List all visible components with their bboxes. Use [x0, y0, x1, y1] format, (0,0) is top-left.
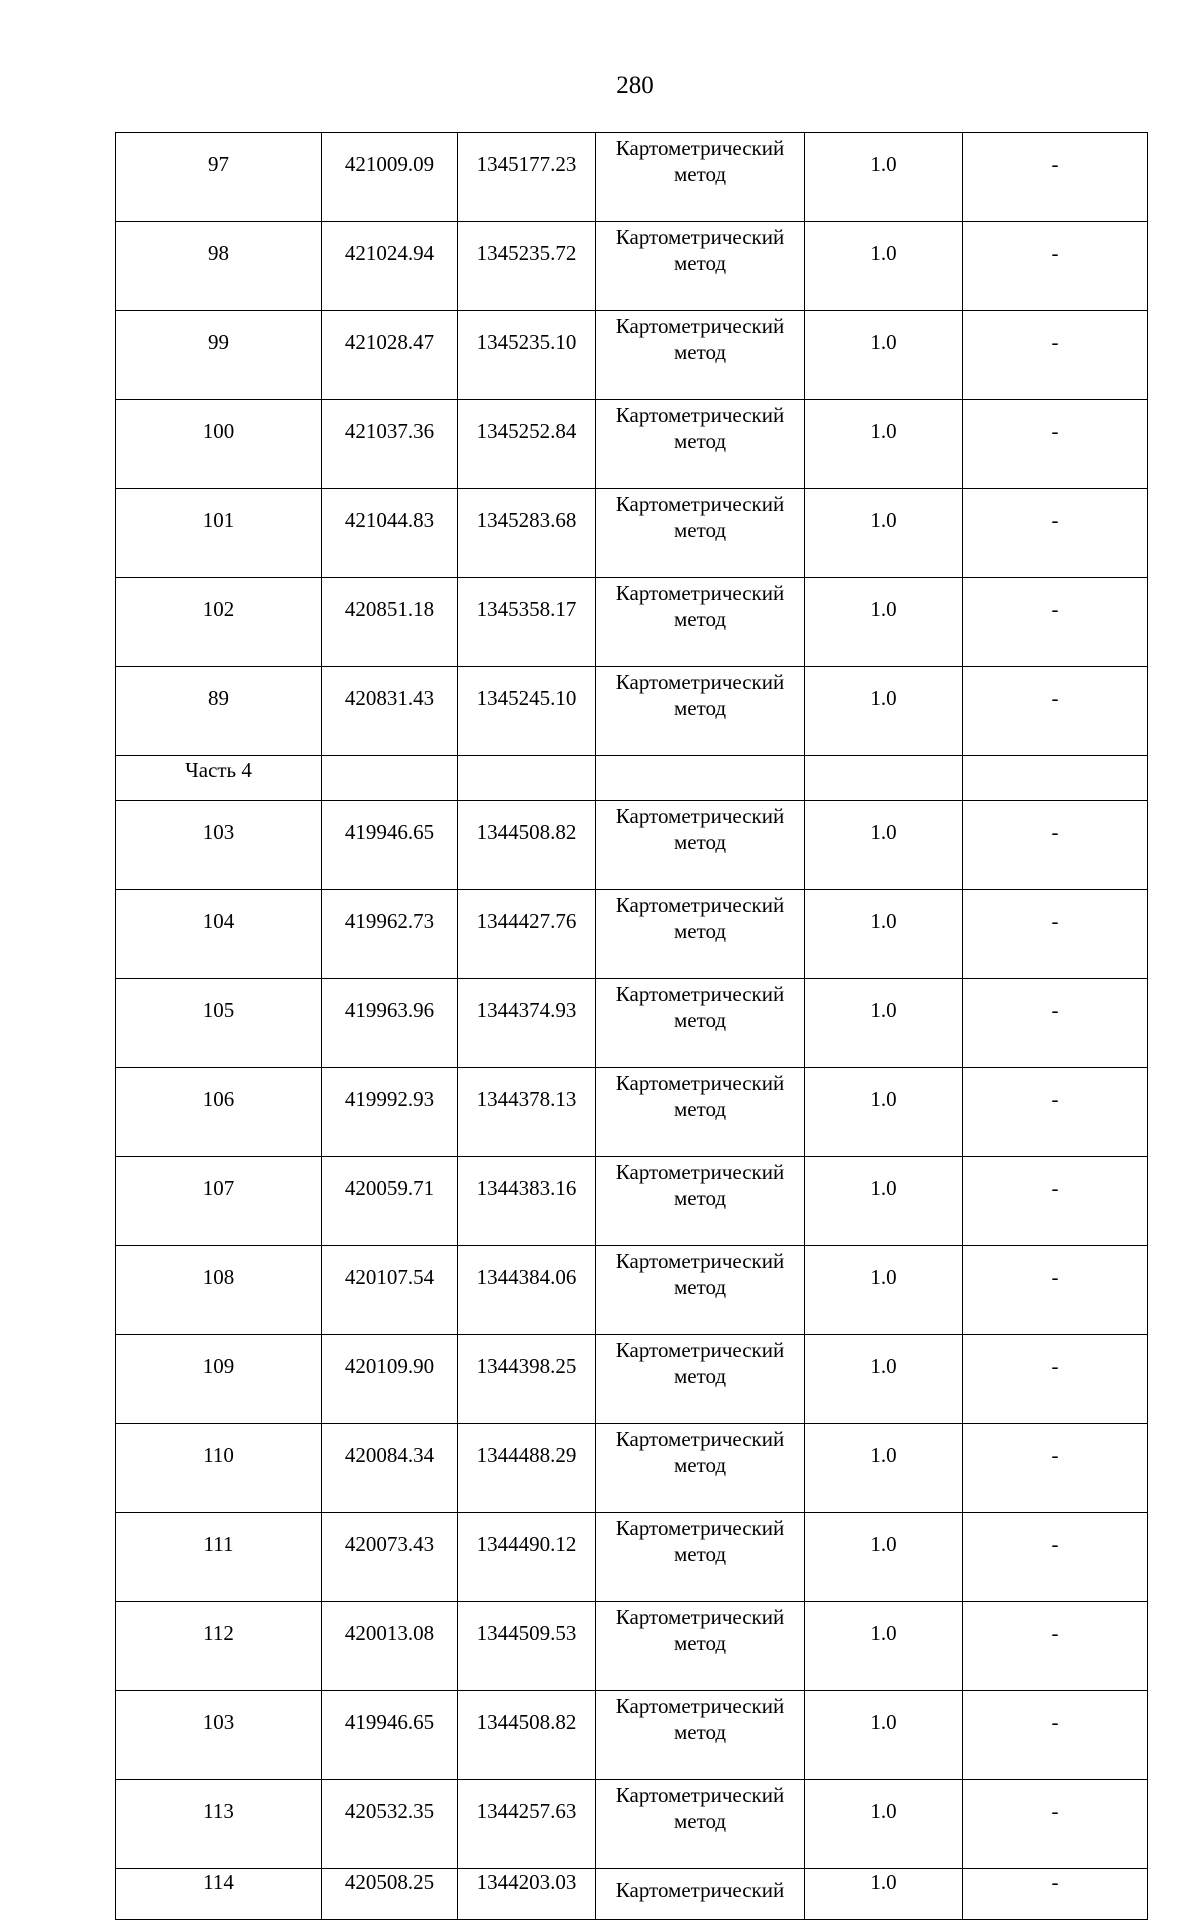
- method-line-2: метод: [673, 340, 727, 364]
- note: -: [963, 1691, 1148, 1780]
- point-number: 100: [116, 400, 322, 489]
- method-line-2: метод: [673, 607, 727, 631]
- table-row: [116, 222, 1148, 311]
- table-row: [116, 1246, 1148, 1335]
- note: -: [963, 1068, 1148, 1157]
- accuracy: 1.0: [805, 667, 963, 756]
- method-cell: [596, 133, 805, 222]
- method-cell: [596, 1335, 805, 1424]
- coordinate-x: 421037.36: [322, 400, 458, 489]
- coordinate-y: 1344383.16: [458, 1157, 596, 1246]
- note: -: [963, 1602, 1148, 1691]
- coordinate-x: 421044.83: [322, 489, 458, 578]
- method-line-1: Картометрический: [615, 225, 785, 249]
- table-row: [116, 667, 1148, 756]
- coordinate-y: 1344508.82: [458, 1691, 596, 1780]
- method-cell: [596, 578, 805, 667]
- table-row: [116, 311, 1148, 400]
- coordinate-y: 1344427.76: [458, 890, 596, 979]
- point-number: 113: [116, 1780, 322, 1869]
- table-row: [116, 1424, 1148, 1513]
- method-line-1: Картометрический: [615, 1249, 785, 1273]
- table-row: [116, 1780, 1148, 1869]
- method-line-2: метод: [673, 1186, 727, 1210]
- accuracy: 1.0: [805, 1513, 963, 1602]
- point-number: 111: [116, 1513, 322, 1602]
- accuracy: 1.0: [805, 578, 963, 667]
- method-cell: [596, 1691, 805, 1780]
- point-number: 108: [116, 1246, 322, 1335]
- accuracy: 1.0: [805, 133, 963, 222]
- method-cell: [596, 311, 805, 400]
- empty-cell: [805, 756, 963, 801]
- point-number: 102: [116, 578, 322, 667]
- table-row: [116, 801, 1148, 890]
- coordinate-y: 1344378.13: [458, 1068, 596, 1157]
- coordinate-x: 420109.90: [322, 1335, 458, 1424]
- table-row: [116, 1335, 1148, 1424]
- method-cell: [596, 1780, 805, 1869]
- method-line-2: метод: [673, 1275, 727, 1299]
- section-label: Часть 4: [116, 756, 322, 801]
- coordinate-x: 419946.65: [322, 801, 458, 890]
- method-line-2: метод: [673, 1809, 727, 1833]
- method-line-2: метод: [673, 1008, 727, 1032]
- coordinate-x: 420532.35: [322, 1780, 458, 1869]
- accuracy: 1.0: [805, 979, 963, 1068]
- empty-cell: [963, 756, 1148, 801]
- method-cell: [596, 890, 805, 979]
- method-line-2: метод: [673, 830, 727, 854]
- method-cell: [596, 222, 805, 311]
- method-cell: [596, 1869, 805, 1920]
- coordinate-x: 420073.43: [322, 1513, 458, 1602]
- method-cell: [596, 1157, 805, 1246]
- point-number: 103: [116, 801, 322, 890]
- table-row: [116, 578, 1148, 667]
- point-number: 97: [116, 133, 322, 222]
- point-number: 103: [116, 1691, 322, 1780]
- note: -: [963, 1869, 1148, 1920]
- coordinate-y: 1344509.53: [458, 1602, 596, 1691]
- point-number: 98: [116, 222, 322, 311]
- accuracy: 1.0: [805, 222, 963, 311]
- note: -: [963, 1424, 1148, 1513]
- point-number: 107: [116, 1157, 322, 1246]
- method-cell: [596, 801, 805, 890]
- point-number: 112: [116, 1602, 322, 1691]
- method-line-1: Картометрический: [615, 893, 785, 917]
- coordinate-y: 1344374.93: [458, 979, 596, 1068]
- method-cell: [596, 400, 805, 489]
- coordinate-x: 421028.47: [322, 311, 458, 400]
- table-row: [116, 133, 1148, 222]
- point-number: 109: [116, 1335, 322, 1424]
- table-row: [116, 1602, 1148, 1691]
- coordinate-y: 1344257.63: [458, 1780, 596, 1869]
- table-row: [116, 1513, 1148, 1602]
- note: -: [963, 133, 1148, 222]
- table-row: [116, 400, 1148, 489]
- method-line-1: Картометрический: [615, 1694, 785, 1718]
- method-line-1: Картометрический: [615, 804, 785, 828]
- method-line-1: Картометрический: [615, 982, 785, 1006]
- method-line-2: метод: [673, 1453, 727, 1477]
- method-cell: [596, 1068, 805, 1157]
- coordinate-x: 419946.65: [322, 1691, 458, 1780]
- table-row: [116, 979, 1148, 1068]
- note: -: [963, 311, 1148, 400]
- note: -: [963, 1513, 1148, 1602]
- coordinate-y: 1344508.82: [458, 801, 596, 890]
- accuracy: 1.0: [805, 801, 963, 890]
- accuracy: 1.0: [805, 400, 963, 489]
- point-number: 104: [116, 890, 322, 979]
- coordinate-x: 419962.73: [322, 890, 458, 979]
- accuracy: 1.0: [805, 890, 963, 979]
- table-body: [116, 133, 1148, 1920]
- accuracy: 1.0: [805, 1691, 963, 1780]
- accuracy: 1.0: [805, 1335, 963, 1424]
- note: -: [963, 489, 1148, 578]
- empty-cell: [322, 756, 458, 801]
- point-number: 101: [116, 489, 322, 578]
- method-line-2: метод: [673, 251, 727, 275]
- coordinate-x: 420831.43: [322, 667, 458, 756]
- page-number: 280: [616, 72, 654, 99]
- note: -: [963, 979, 1148, 1068]
- table-row: [116, 1691, 1148, 1780]
- table-row: [116, 489, 1148, 578]
- note: -: [963, 1246, 1148, 1335]
- method-line-2: метод: [673, 518, 727, 542]
- method-line-2: метод: [673, 1364, 727, 1388]
- coordinate-y: 1344490.12: [458, 1513, 596, 1602]
- note: -: [963, 1157, 1148, 1246]
- accuracy: 1.0: [805, 311, 963, 400]
- method-line-1: Картометрический: [615, 1071, 785, 1095]
- note: -: [963, 578, 1148, 667]
- coordinate-x: 421024.94: [322, 222, 458, 311]
- method-line-1: Картометрический: [615, 403, 785, 427]
- method-line-1: Картометрический: [615, 670, 785, 694]
- table-row: [116, 1157, 1148, 1246]
- method-line-1: Картометрический: [615, 314, 785, 338]
- point-number: 110: [116, 1424, 322, 1513]
- point-number: 105: [116, 979, 322, 1068]
- accuracy: 1.0: [805, 1246, 963, 1335]
- coordinate-x: 419963.96: [322, 979, 458, 1068]
- method-line-2: метод: [673, 919, 727, 943]
- table-row: [116, 890, 1148, 979]
- coordinate-y: 1345252.84: [458, 400, 596, 489]
- coordinate-x: 421009.09: [322, 133, 458, 222]
- point-number: 89: [116, 667, 322, 756]
- method-line-1: Картометрический: [615, 136, 785, 160]
- coordinate-x: 420107.54: [322, 1246, 458, 1335]
- table-row: [116, 1869, 1148, 1920]
- coordinate-y: 1345358.17: [458, 578, 596, 667]
- point-number: 99: [116, 311, 322, 400]
- method-line-2: метод: [673, 429, 727, 453]
- method-line-2: метод: [673, 696, 727, 720]
- note: -: [963, 801, 1148, 890]
- coordinate-y: 1345283.68: [458, 489, 596, 578]
- coordinate-x: 420084.34: [322, 1424, 458, 1513]
- accuracy: 1.0: [805, 489, 963, 578]
- method-cell: [596, 489, 805, 578]
- empty-cell: [458, 756, 596, 801]
- coordinate-y: 1345235.10: [458, 311, 596, 400]
- note: -: [963, 1335, 1148, 1424]
- method-line-1: Картометрический: [615, 1160, 785, 1184]
- method-cell: [596, 1246, 805, 1335]
- method-cell: [596, 1513, 805, 1602]
- method-line-1: Картометрический: [615, 1427, 785, 1451]
- point-number: 106: [116, 1068, 322, 1157]
- empty-cell: [596, 756, 805, 801]
- coordinate-y: 1344203.03: [458, 1869, 596, 1920]
- note: -: [963, 890, 1148, 979]
- method-cell: [596, 1424, 805, 1513]
- method-line-2: метод: [673, 162, 727, 186]
- coordinate-y: 1345245.10: [458, 667, 596, 756]
- coordinate-x: 419992.93: [322, 1068, 458, 1157]
- coordinate-y: 1345177.23: [458, 133, 596, 222]
- method-line-1: Картометрический: [615, 1783, 785, 1807]
- method-line-2: метод: [673, 1097, 727, 1121]
- method-line-1: Картометрический: [615, 1605, 785, 1629]
- coordinate-y: 1344384.06: [458, 1246, 596, 1335]
- coordinate-x: 420013.08: [322, 1602, 458, 1691]
- coordinates-table: [115, 132, 1148, 1920]
- method-line-1: Картометрический: [615, 492, 785, 516]
- method-line-1: Картометрический: [615, 1338, 785, 1362]
- accuracy: 1.0: [805, 1068, 963, 1157]
- method-cell: [596, 667, 805, 756]
- coordinate-y: 1344488.29: [458, 1424, 596, 1513]
- coordinate-y: 1344398.25: [458, 1335, 596, 1424]
- note: -: [963, 400, 1148, 489]
- accuracy: 1.0: [805, 1780, 963, 1869]
- point-number: 114: [116, 1869, 322, 1920]
- accuracy: 1.0: [805, 1602, 963, 1691]
- method-line-1: Картометрический: [615, 1878, 785, 1902]
- accuracy: 1.0: [805, 1157, 963, 1246]
- method-cell: [596, 1602, 805, 1691]
- method-cell: [596, 979, 805, 1068]
- method-line-1: Картометрический: [615, 1516, 785, 1540]
- coordinate-y: 1345235.72: [458, 222, 596, 311]
- method-line-1: Картометрический: [615, 581, 785, 605]
- accuracy: 1.0: [805, 1424, 963, 1513]
- accuracy: 1.0: [805, 1869, 963, 1920]
- coordinate-x: 420059.71: [322, 1157, 458, 1246]
- method-line-2: метод: [673, 1720, 727, 1744]
- note: -: [963, 222, 1148, 311]
- table-row: [116, 1068, 1148, 1157]
- coordinate-x: 420508.25: [322, 1869, 458, 1920]
- note: -: [963, 1780, 1148, 1869]
- coordinate-x: 420851.18: [322, 578, 458, 667]
- section-header-row: [116, 756, 1148, 801]
- method-line-2: метод: [673, 1542, 727, 1566]
- note: -: [963, 667, 1148, 756]
- method-line-2: метод: [673, 1631, 727, 1655]
